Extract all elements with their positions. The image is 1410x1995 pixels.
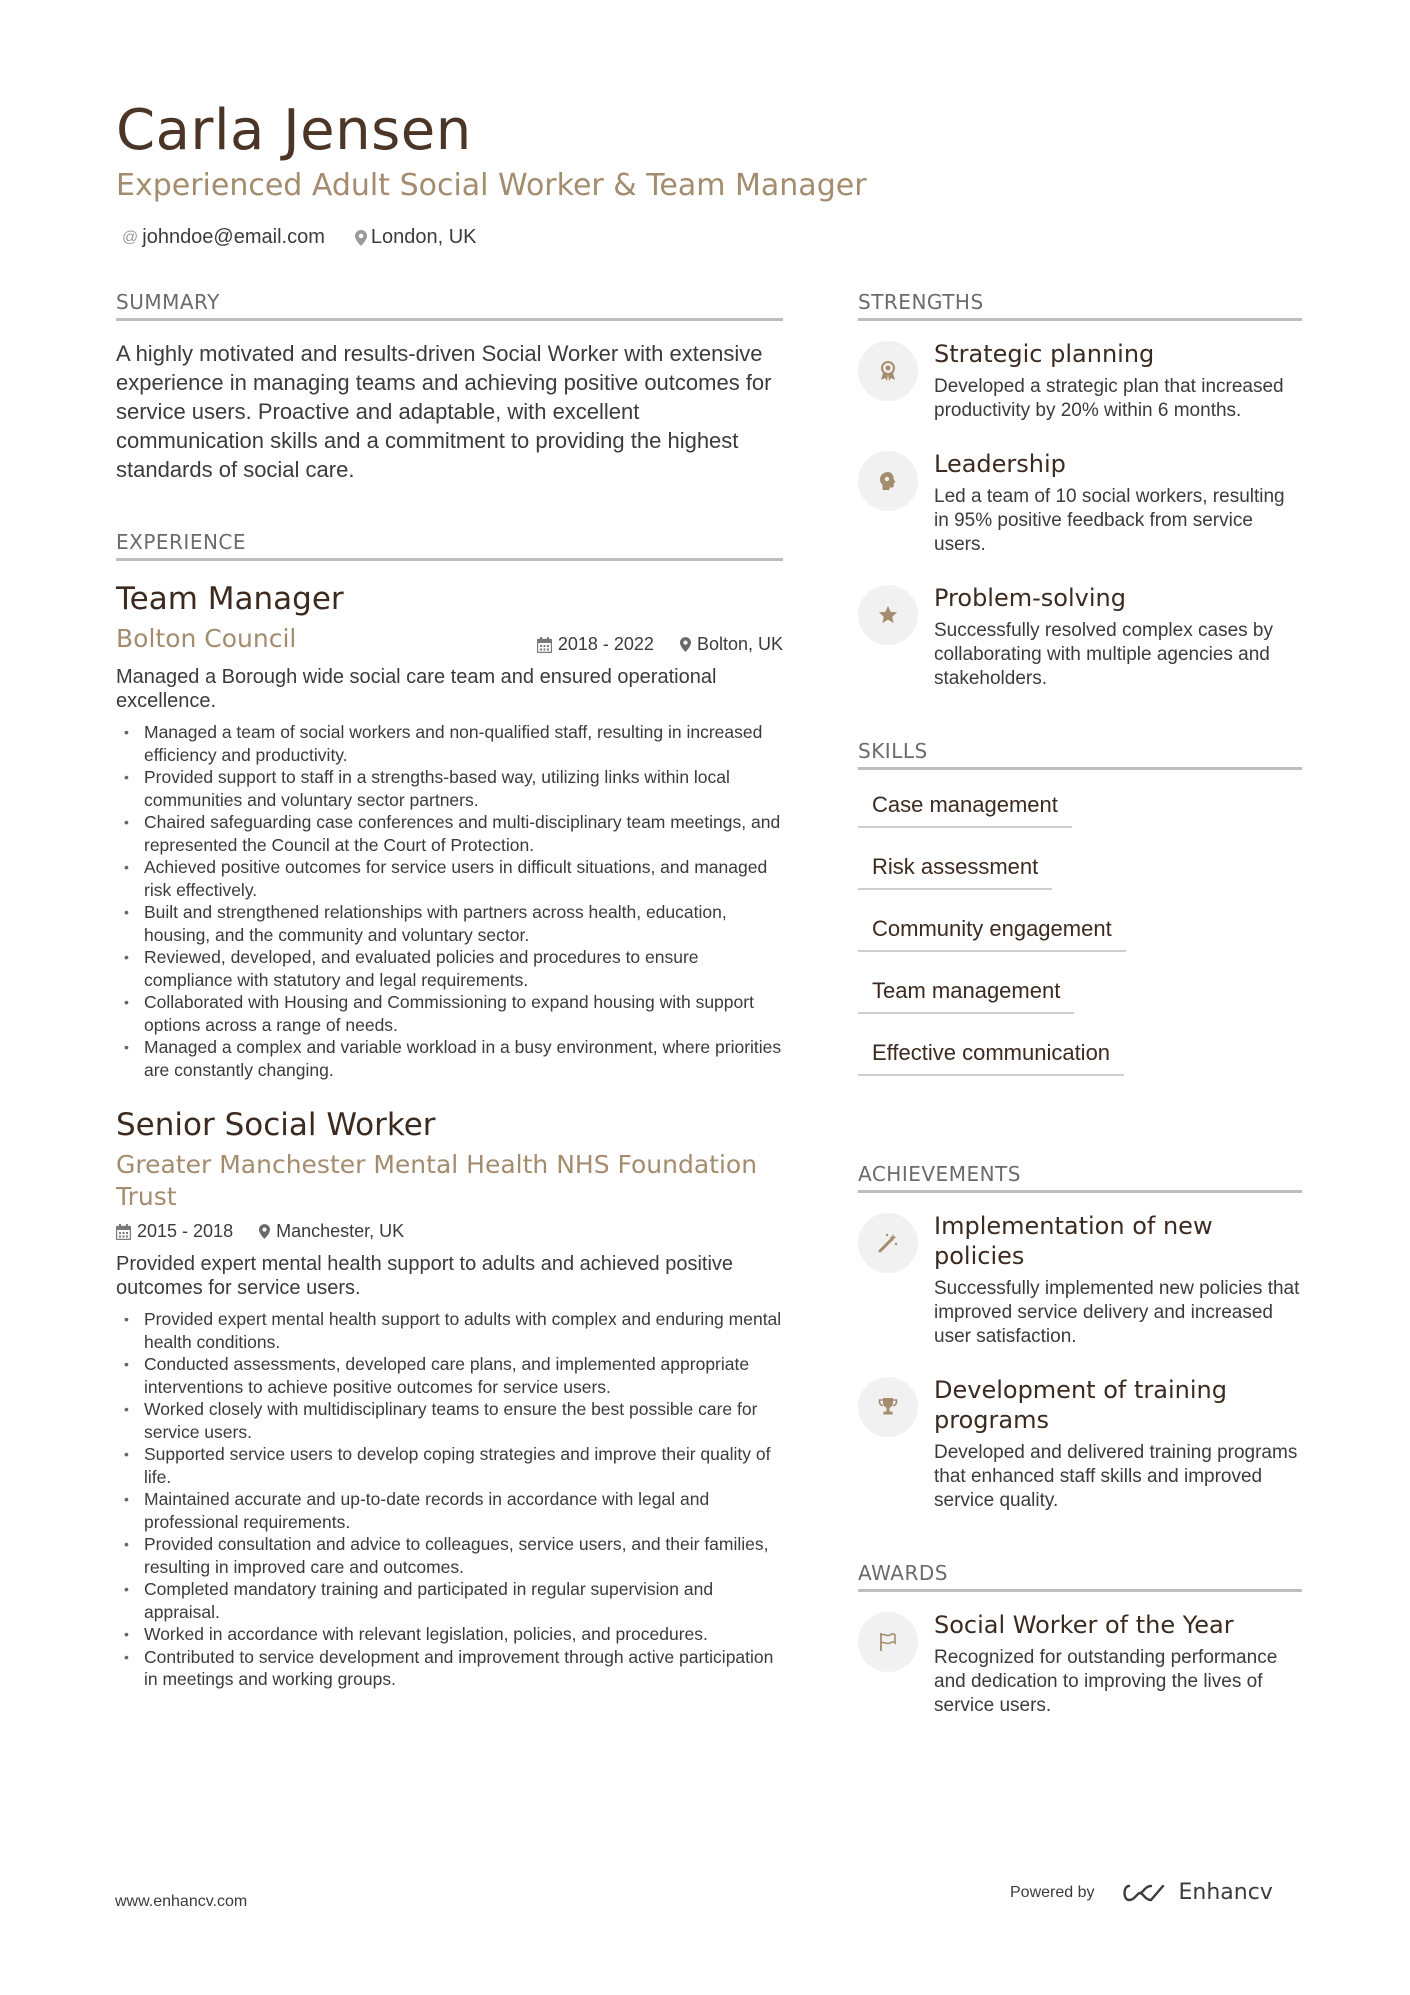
strength-desc: Developed a strategic plan that increased productivity by 20% within 6 months. xyxy=(934,376,1284,421)
job-title: Team Manager xyxy=(116,581,344,617)
calendar-icon xyxy=(116,1224,131,1240)
skill-tag: Team management xyxy=(858,974,1074,1014)
list-item: • Collaborated with Housing and Commissioning to expand housing with support options across a range of needs. xyxy=(116,991,783,1036)
list-item: • Provided support to staff in a strengths-based way, utilizing links within local communities and voluntary sector partners. xyxy=(116,766,783,811)
achievement-item xyxy=(858,1375,1302,1513)
list-item: • Achieved positive outcomes for service users in difficult situations, and managed risk effectively. xyxy=(116,856,783,901)
job-bullets xyxy=(116,721,783,1081)
achievement-title: Implementation of new policies xyxy=(934,1212,1213,1270)
job-title: Senior Social Worker xyxy=(116,1107,436,1143)
job-bullets xyxy=(116,1308,783,1691)
list-item: • Built and strengthened relationships with partners across health, education, housing, and the community and voluntary sector. xyxy=(116,901,783,946)
job-meta xyxy=(116,1221,783,1242)
powered-by-text: Powered by xyxy=(1010,1883,1095,1901)
skills-heading: SKILLS xyxy=(858,739,1302,770)
at-icon: @ xyxy=(122,228,139,246)
strength-item xyxy=(858,339,1302,423)
list-item: • Worked closely with multidisciplinary teams to ensure the best possible care for service users. xyxy=(116,1398,783,1443)
company-name: Greater Manchester Mental Health NHS Foundation Trust xyxy=(116,1150,758,1211)
job-description: Provided expert mental health support to adults and achieved positive outcomes for service users. xyxy=(116,1253,734,1299)
list-item: • Managed a complex and variable workload in a busy environment, where priorities are constantly changing. xyxy=(116,1036,783,1081)
award-desc: Recognized for outstanding performance and dedication to improving the lives of service users. xyxy=(934,1647,1278,1716)
map-pin-icon xyxy=(355,230,367,246)
strength-desc: Successfully resolved complex cases by collaborating with multiple agencies and stakeholders. xyxy=(934,620,1273,689)
summary-text: A highly motivated and results-driven Social Worker with extensive experience in managing teams and achieving positive outcomes for service users. Proactive and adaptable, with excellent communication skills and a commitment to providing the highest standards of social care. xyxy=(116,341,772,482)
experience-entry xyxy=(116,1107,783,1691)
experience-heading: EXPERIENCE xyxy=(116,530,783,561)
job-dates-text: 2018 - 2022 xyxy=(557,634,654,654)
trophy-icon xyxy=(858,1377,918,1437)
list-item: • Reviewed, developed, and evaluated policies and procedures to ensure compliance with statutory and legal requirements. xyxy=(116,946,783,991)
list-item: • Managed a team of social workers and non-qualified staff, resulting in increased efficiency and productivity. xyxy=(116,721,783,766)
list-item: • Provided expert mental health support to adults with complex and enduring mental health conditions. xyxy=(116,1308,783,1353)
map-pin-icon xyxy=(259,1224,270,1239)
job-location xyxy=(259,1221,404,1242)
candidate-title: Experienced Adult Social Worker & Team Manager xyxy=(116,168,867,203)
company-name: Bolton Council xyxy=(116,624,297,653)
list-item: • Chaired safeguarding case conferences and multi-disciplinary team meetings, and represented the Council at the Court of Protection. xyxy=(116,811,783,856)
strength-title: Strategic planning xyxy=(934,340,1155,368)
achievement-title: Development of training programs xyxy=(934,1376,1227,1434)
list-item: • Maintained accurate and up-to-date records in accordance with legal and professional requirements. xyxy=(116,1488,783,1533)
footer-branding xyxy=(1010,1880,1273,1905)
list-item: • Completed mandatory training and participated in regular supervision and appraisal. xyxy=(116,1578,783,1623)
strength-title: Problem-solving xyxy=(934,584,1126,612)
list-item: • Contributed to service development and improvement through active participation in meetings and working groups. xyxy=(116,1646,783,1691)
location-text: London, UK xyxy=(370,226,477,248)
contact-location xyxy=(355,226,477,249)
list-item: • Supported service users to develop coping strategies and improve their quality of life. xyxy=(116,1443,783,1488)
left-column xyxy=(116,290,783,1691)
flag-icon xyxy=(858,1612,918,1672)
award-item xyxy=(858,1610,1302,1718)
email-text: johndoe@email.com xyxy=(142,226,325,248)
job-dates xyxy=(116,1221,233,1242)
map-pin-icon xyxy=(680,637,691,652)
skill-tag: Effective communication xyxy=(858,1036,1124,1076)
job-meta xyxy=(537,634,783,655)
achievement-desc: Successfully implemented new policies that improved service delivery and increased user satisfaction. xyxy=(934,1278,1300,1347)
experience-entry xyxy=(116,581,783,1081)
candidate-name: Carla Jensen xyxy=(116,98,472,163)
achievements-heading: ACHIEVEMENTS xyxy=(858,1162,1302,1193)
contact-email[interactable] xyxy=(122,226,325,249)
footer-website[interactable]: www.enhancv.com xyxy=(115,1893,248,1910)
awards-heading: AWARDS xyxy=(858,1561,1302,1592)
strength-desc: Led a team of 10 social workers, resulting in 95% positive feedback from service users. xyxy=(934,486,1285,555)
list-item: • Worked in accordance with relevant legislation, policies, and procedures. xyxy=(116,1623,783,1646)
star-icon xyxy=(858,585,918,645)
list-item: • Provided consultation and advice to colleagues, service users, and their families, resulting in improved care and outcomes. xyxy=(116,1533,783,1578)
skill-tag: Community engagement xyxy=(858,912,1126,952)
skill-tag: Risk assessment xyxy=(858,850,1052,890)
enhancv-logo[interactable] xyxy=(1123,1880,1273,1905)
achievement-item xyxy=(858,1211,1302,1349)
magic-wand-icon xyxy=(858,1213,918,1273)
strength-title: Leadership xyxy=(934,450,1066,478)
achievement-desc: Developed and delivered training programs that enhanced staff skills and improved service quality. xyxy=(934,1442,1298,1511)
job-location-text: Bolton, UK xyxy=(696,634,783,654)
job-meta-row xyxy=(116,623,783,655)
summary-heading: SUMMARY xyxy=(116,290,783,321)
list-item: • Conducted assessments, developed care plans, and implemented appropriate interventions to achieve positive outcomes for service users. xyxy=(116,1353,783,1398)
brand-text: Enhancv xyxy=(1178,1880,1273,1905)
skills-list xyxy=(858,788,1302,1098)
contact-row xyxy=(122,226,507,249)
award-title: Social Worker of the Year xyxy=(934,1611,1234,1639)
award-icon xyxy=(858,341,918,401)
skill-tag: Case management xyxy=(858,788,1072,828)
job-description: Managed a Borough wide social care team and ensured operational excellence. xyxy=(116,666,717,712)
calendar-icon xyxy=(537,637,552,653)
strength-item xyxy=(858,449,1302,557)
job-dates xyxy=(537,634,654,655)
job-location xyxy=(680,634,783,655)
strength-item xyxy=(858,583,1302,691)
job-dates-text: 2015 - 2018 xyxy=(137,1221,234,1241)
strengths-heading: STRENGTHS xyxy=(858,290,1302,321)
job-location-text: Manchester, UK xyxy=(276,1221,405,1241)
head-icon xyxy=(858,451,918,511)
right-column xyxy=(858,290,1302,1744)
enhancv-logo-icon xyxy=(1123,1882,1169,1904)
